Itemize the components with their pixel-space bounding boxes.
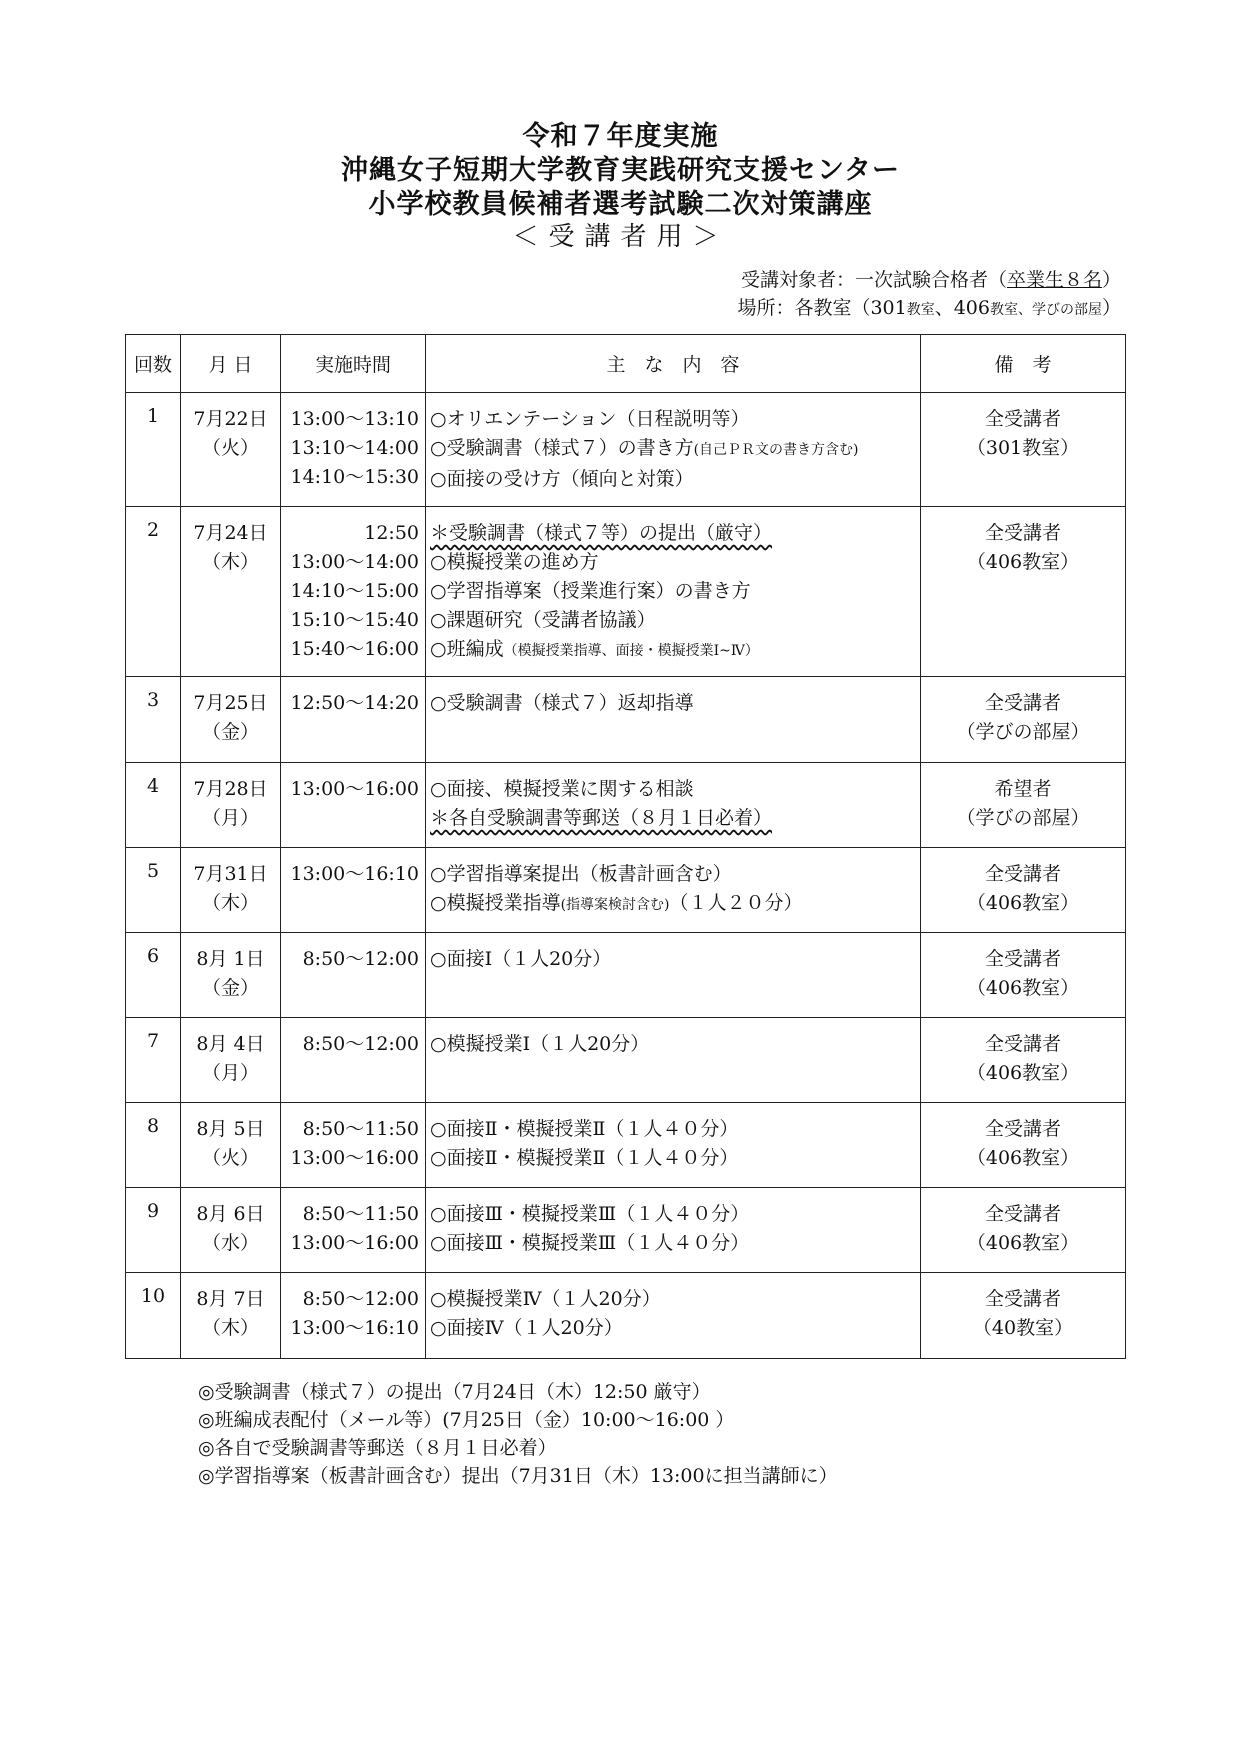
place-mid: 、406 (934, 297, 990, 319)
session-times (281, 393, 426, 507)
note-room: （学びの部屋） (956, 721, 1090, 743)
place-room-1: 教室 (906, 302, 935, 318)
note-room: （406教室） (966, 892, 1080, 914)
table-row (126, 1273, 1126, 1359)
content-small-note: (自己ＰＲ文の書き方含む) (693, 442, 859, 458)
table-row (126, 1103, 1126, 1188)
content-item: ○学習指導案（授業進行案）の書き方 (430, 580, 751, 602)
title-organization: 沖縄女子短期大学教育実践研究支援センター (341, 155, 900, 186)
session-date (181, 393, 281, 507)
table-row (126, 393, 1126, 507)
content-item: ○面接Ⅱ・模擬授業Ⅱ（１人４０分） (430, 1147, 739, 1169)
session-content (426, 677, 921, 763)
time-slot: 8:50～11:50 (302, 1203, 419, 1225)
weekday-text: （木） (201, 892, 259, 914)
header-time: 実施時間 (281, 335, 426, 393)
audience-count: 卒業生８名 (1006, 269, 1102, 291)
time-slot: 15:40～16:00 (290, 638, 419, 660)
note-target: 希望者 (994, 778, 1052, 800)
note-room: （301教室） (966, 437, 1080, 459)
session-note (921, 848, 1126, 933)
date-text: 8月 6日 (196, 1203, 265, 1225)
header-content: 主 な 内 容 (426, 335, 921, 393)
content-item: ○面接の受け方（傾向と対策） (430, 468, 694, 490)
session-number: 4 (126, 763, 181, 848)
time-slot: 8:50～11:50 (302, 1118, 419, 1140)
session-note (921, 1103, 1126, 1188)
place-suffix: ） (1101, 297, 1121, 319)
table-row (126, 1188, 1126, 1273)
content-item: ○模擬授業の進め方 (430, 551, 599, 573)
session-times (281, 507, 426, 677)
time-slot: 8:50～12:00 (302, 948, 419, 970)
content-item: ○面接Ⅰ（１人20分） (430, 948, 612, 970)
session-date (181, 933, 281, 1018)
note-room: （40教室） (972, 1317, 1074, 1339)
table-row (126, 933, 1126, 1018)
content-item: ○模擬授業Ⅰ（１人20分） (430, 1033, 650, 1055)
session-number: 7 (126, 1018, 181, 1103)
footnote-item: ◎班編成表配付（メール等）(7月25日（金）10:00～16:00 ） (198, 1409, 735, 1431)
weekday-text: （木） (201, 551, 259, 573)
content-item (430, 635, 919, 666)
footnote-item: ◎受験調書（様式７）の提出（7月24日（木）12:50 厳守） (198, 1381, 711, 1403)
header-session: 回数 (126, 335, 181, 393)
weekday-text: （水） (201, 1232, 259, 1254)
session-content (426, 507, 921, 677)
session-times (281, 1103, 426, 1188)
note-room: （406教室） (966, 551, 1080, 573)
note-room: （406教室） (966, 977, 1080, 999)
content-item (430, 519, 919, 548)
date-text: 8月 1日 (196, 948, 265, 970)
session-times (281, 1188, 426, 1273)
content-item: ○面接Ⅱ・模擬授業Ⅱ（１人４０分） (430, 1118, 739, 1140)
session-number: 9 (126, 1188, 181, 1273)
note-target: 全受講者 (984, 522, 1061, 544)
date-text: 7月31日 (193, 863, 268, 885)
session-note (921, 933, 1126, 1018)
content-item: ○受験調書（様式７）返却指導 (430, 692, 694, 714)
session-note (921, 1273, 1126, 1359)
session-number: 10 (126, 1273, 181, 1359)
session-date (181, 763, 281, 848)
audience-line (741, 265, 1121, 292)
note-target: 全受講者 (984, 1288, 1061, 1310)
content-item: ○面接Ⅲ・模擬授業Ⅲ（１人４０分） (430, 1203, 750, 1225)
note-target: 全受講者 (984, 948, 1061, 970)
note-target: 全受講者 (984, 692, 1061, 714)
session-number: 5 (126, 848, 181, 933)
time-slot: 13:10～14:00 (290, 437, 419, 459)
session-number: 6 (126, 933, 181, 1018)
session-date (181, 1103, 281, 1188)
audience-prefix: 受講対象者：一次試験合格者（ (740, 269, 1007, 291)
content-item: ○模擬授業Ⅳ（１人20分） (430, 1288, 661, 1310)
content-item: ○面接、模擬授業に関する相談 (430, 778, 694, 800)
place-line (737, 293, 1121, 320)
footnote-item: ◎各自で受験調書等郵送（８月１日必着） (198, 1437, 557, 1459)
place-room-2: 教室、学びの部屋 (989, 302, 1102, 318)
session-note (921, 763, 1126, 848)
footnotes (198, 1378, 838, 1490)
session-note (921, 677, 1126, 763)
session-number: 2 (126, 507, 181, 677)
weekday-text: （金） (201, 721, 259, 743)
weekday-text: （月） (201, 807, 259, 829)
session-times (281, 677, 426, 763)
time-slot: 8:50～12:00 (302, 1033, 419, 1055)
place-prefix: 場所：各教室（301 (737, 297, 907, 319)
time-slot: 8:50～12:00 (302, 1288, 419, 1310)
content-item: ○オリエンテーション（日程説明等） (430, 408, 750, 430)
subtitle: ＜受講者用＞ (512, 222, 729, 252)
title-year: 令和７年度実施 (522, 121, 719, 152)
time-slot: 14:10～15:00 (290, 580, 419, 602)
note-room: （406教室） (966, 1232, 1080, 1254)
session-content (426, 848, 921, 933)
session-date (181, 1018, 281, 1103)
content-item (430, 434, 919, 465)
session-number: 8 (126, 1103, 181, 1188)
session-content (426, 933, 921, 1018)
session-times (281, 933, 426, 1018)
content-item (430, 804, 919, 833)
table-header-row (126, 335, 1126, 393)
session-times (281, 848, 426, 933)
title-block (0, 120, 1241, 252)
content-item: ○課題研究（受講者協議） (430, 609, 656, 631)
session-note (921, 1018, 1126, 1103)
content-item: ○面接Ⅲ・模擬授業Ⅲ（１人４０分） (430, 1232, 750, 1254)
content-deadline: ＊受験調書（様式７等）の提出（厳守） (430, 522, 773, 544)
date-text: 7月28日 (193, 778, 268, 800)
weekday-text: （金） (201, 977, 259, 999)
weekday-text: （火） (201, 437, 259, 459)
note-target: 全受講者 (984, 863, 1061, 885)
session-content (426, 393, 921, 507)
time-slot: 13:00～16:00 (290, 1232, 419, 1254)
session-date (181, 848, 281, 933)
content-item (430, 889, 919, 920)
session-content (426, 1103, 921, 1188)
time-slot: 13:00～14:00 (290, 551, 419, 573)
date-text: 7月25日 (193, 692, 268, 714)
session-content (426, 763, 921, 848)
date-text: 8月 7日 (196, 1288, 265, 1310)
content-small-note: （模擬授業指導、面接・模擬授業Ⅰ~Ⅳ） (503, 643, 759, 659)
time-slot: 13:00～16:00 (290, 1147, 419, 1169)
date-text: 7月22日 (193, 408, 268, 430)
time-slot: 13:00～16:00 (290, 778, 419, 800)
title-course: 小学校教員候補者選考試験二次対策講座 (368, 189, 873, 220)
note-room: （406教室） (966, 1062, 1080, 1084)
session-note (921, 1188, 1126, 1273)
session-note (921, 393, 1126, 507)
session-content (426, 1273, 921, 1359)
time-slot: 12:50～14:20 (290, 692, 419, 714)
content-text: ○模擬授業指導 (430, 892, 561, 914)
content-small-note: (指導案検討含む) (560, 897, 670, 913)
time-slot: 14:10～15:30 (290, 466, 419, 488)
weekday-text: （火） (201, 1147, 259, 1169)
session-content (426, 1188, 921, 1273)
time-slot: 12:50 (364, 522, 419, 544)
header-date: 月 日 (181, 335, 281, 393)
session-note (921, 507, 1126, 677)
date-text: 7月24日 (193, 522, 268, 544)
footnote-item: ◎学習指導案（板書計画含む）提出（7月31日（木）13:00に担当講師に） (198, 1465, 838, 1487)
note-room: （406教室） (966, 1147, 1080, 1169)
session-times (281, 1273, 426, 1359)
session-date (181, 677, 281, 763)
time-slot: 15:10～15:40 (290, 609, 419, 631)
date-text: 8月 5日 (196, 1118, 265, 1140)
time-slot: 13:00～13:10 (290, 408, 419, 430)
session-number: 1 (126, 393, 181, 507)
session-date (181, 1273, 281, 1359)
note-target: 全受講者 (984, 408, 1061, 430)
content-duration: （１人２０分） (669, 892, 803, 914)
session-date (181, 507, 281, 677)
content-deadline: ＊各自受験調書等郵送（８月１日必着） (430, 807, 773, 829)
session-times (281, 1018, 426, 1103)
note-room: （学びの部屋） (956, 807, 1090, 829)
table-row (126, 677, 1126, 763)
weekday-text: （月） (201, 1062, 259, 1084)
content-item: ○学習指導案提出（板書計画含む） (430, 863, 732, 885)
weekday-text: （木） (201, 1317, 259, 1339)
session-times (281, 763, 426, 848)
header-note: 備 考 (921, 335, 1126, 393)
time-slot: 13:00～16:10 (290, 863, 419, 885)
note-target: 全受講者 (984, 1203, 1061, 1225)
table-row (126, 1018, 1126, 1103)
session-content (426, 1018, 921, 1103)
table-row (126, 763, 1126, 848)
schedule-table (125, 334, 1126, 1359)
session-date (181, 1188, 281, 1273)
table-row (126, 848, 1126, 933)
note-target: 全受講者 (984, 1033, 1061, 1055)
time-slot: 13:00～16:10 (290, 1317, 419, 1339)
table-row (126, 507, 1126, 677)
date-text: 8月 4日 (196, 1033, 265, 1055)
note-target: 全受講者 (984, 1118, 1061, 1140)
content-item: ○面接Ⅳ（１人20分） (430, 1317, 623, 1339)
session-number: 3 (126, 677, 181, 763)
content-text: ○受験調書（様式７）の書き方 (430, 437, 694, 459)
content-text: ○班編成 (430, 638, 504, 660)
audience-suffix: ） (1101, 269, 1121, 291)
